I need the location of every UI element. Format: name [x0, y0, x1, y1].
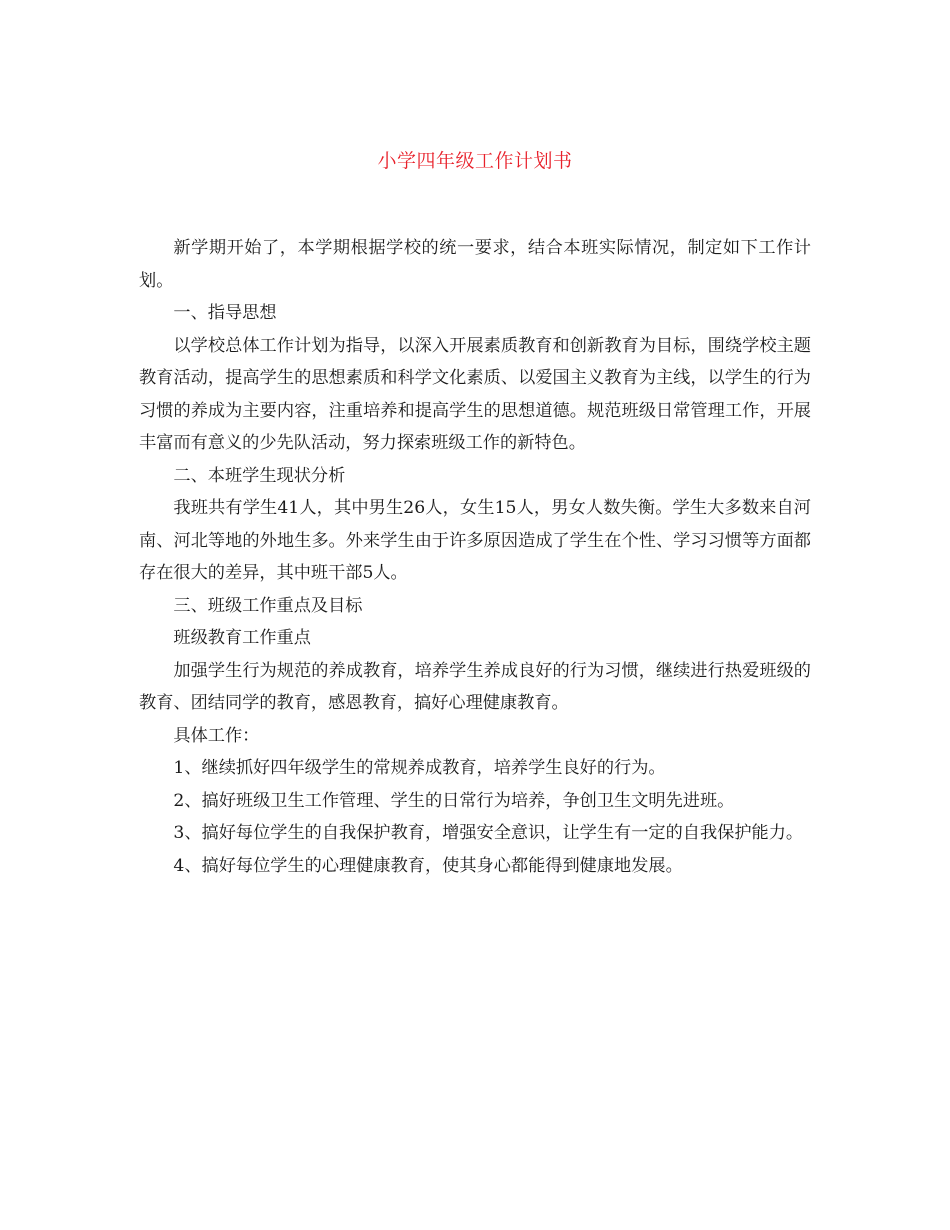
- paragraph-class-analysis: 我班共有学生41人，其中男生26人，女生15人，男女人数失衡。学生大多数来自河南、河北等地的外地生多。外来学生由于许多原因造成了学生在个性、学习习惯等方面都存在很大的差异，其中班干部5人。: [139, 498, 811, 583]
- document-title: 小学四年级工作计划书: [377, 150, 573, 172]
- list-item-4: 4、搞好每位学生的心理健康教育，使其身心都能得到健康地发展。: [173, 855, 683, 876]
- subheading-specific-work: 具体工作：: [173, 725, 260, 746]
- subheading-education-focus: 班级教育工作重点: [173, 628, 311, 648]
- paragraph-education-focus: 加强学生行为规范的养成教育，培养学生养成良好的行为习惯，继续进行热爱班级的教育、团结同学的教育，感恩教育，搞好心理健康教育。: [139, 660, 811, 713]
- list-item-2: 2、搞好班级卫生工作管理、学生的日常行为培养，争创卫生文明先进班。: [173, 790, 735, 811]
- list-item-1: 1、继续抓好四年级学生的常规养成教育，培养学生良好的行为。: [173, 758, 666, 778]
- heading-guiding-ideology: 一、指导思想: [173, 303, 277, 323]
- paragraph-intro: 新学期开始了，本学期根据学校的统一要求，结合本班实际情况，制定如下工作计划。: [139, 238, 811, 291]
- paragraph-guiding-ideology: 以学校总体工作计划为指导，以深入开展素质教育和创新教育为目标，围绕学校主题教育活动，提高学生的思想素质和科学文化素质、以爱国主义教育为主线，以学生的行为习惯的养成为主要内容，注重培养和提高学生的思想道德。规范班级日常管理工作，开展丰富而有意义的少先队活动，努力探索班级工作的新特色。: [139, 335, 811, 453]
- heading-class-analysis: 二、本班学生现状分析: [173, 465, 346, 486]
- heading-work-focus: 三、班级工作重点及目标: [173, 595, 363, 616]
- document-body: [139, 232, 811, 882]
- list-item-3: 3、搞好每位学生的自我保护教育，增强安全意识，让学生有一定的自我保护能力。: [173, 823, 804, 843]
